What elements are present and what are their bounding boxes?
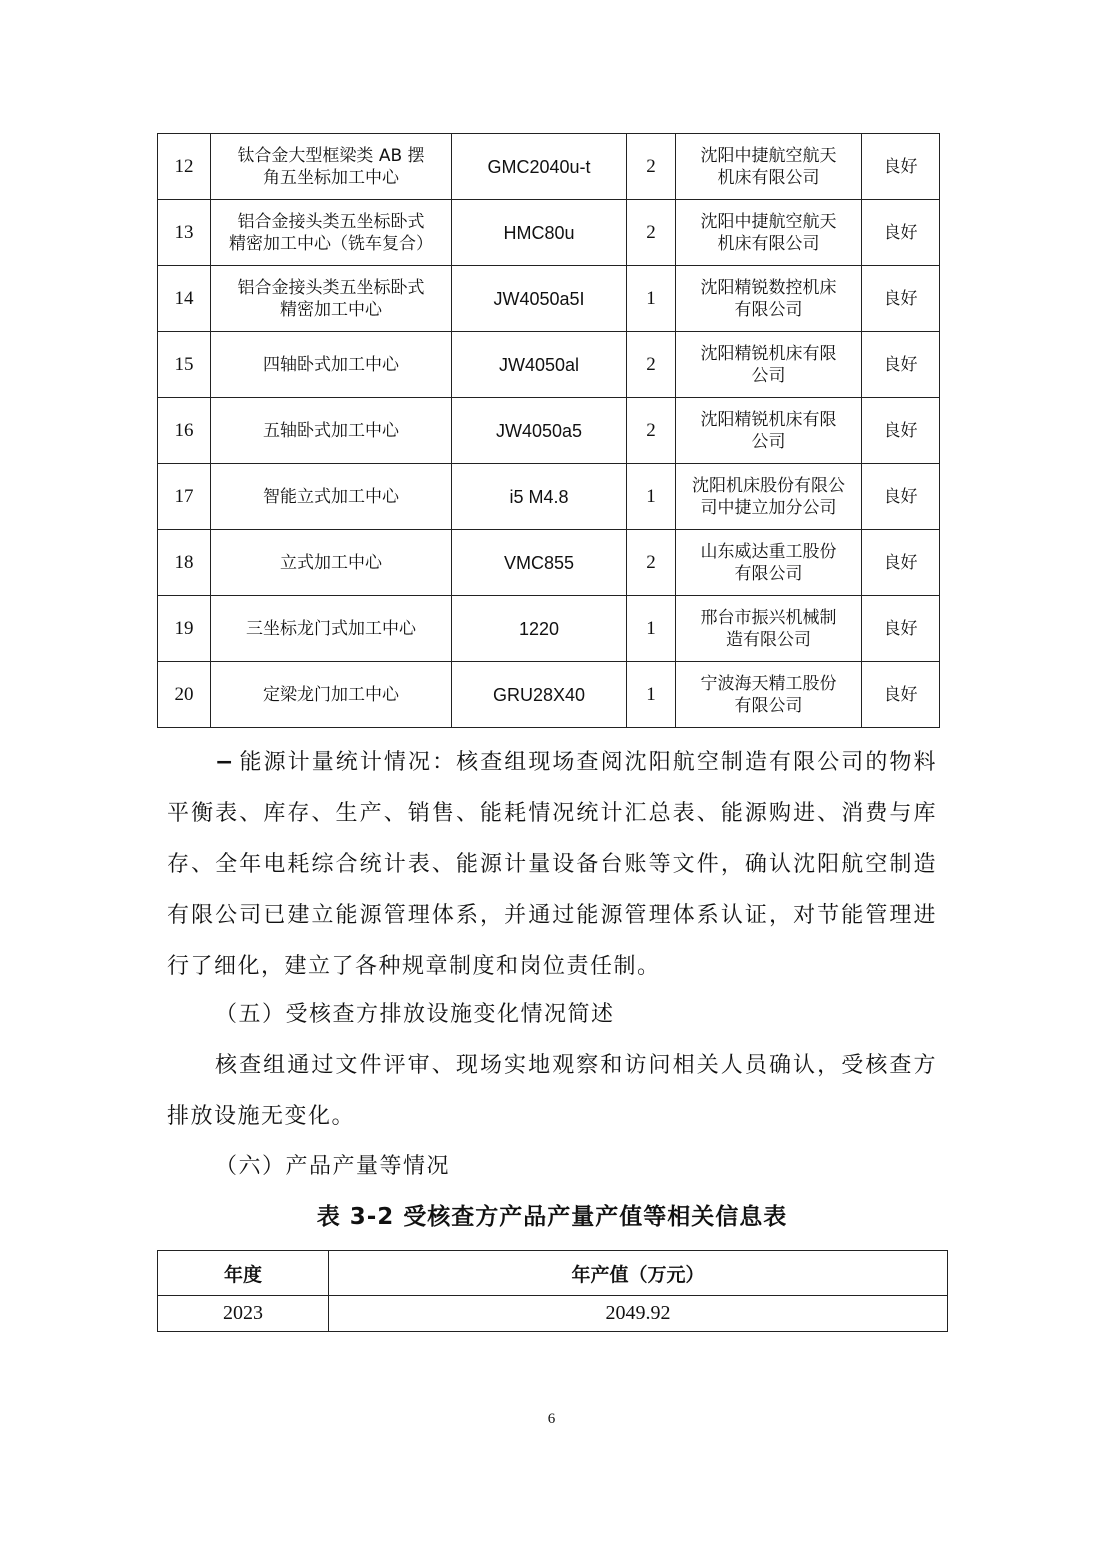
table-row — [158, 200, 940, 266]
energy-statistics-text: 能源计量统计情况：核查组现场查阅沈阳航空制造有限公司的物料平衡表、库存、生产、销售、能耗情况统计汇总表、能源购进、消费与库存、全年电耗综合统计表、能源计量设备台账等文件，确认沈阳航空制造有限公司已建立能源管理体系，并通过能源管理体系认证，对节能管理进行了细化，建立了各种规章制度和岗位责任制。 — [167, 750, 937, 979]
cell-equipment-name-text: 精密加工中心（铣车复合） — [229, 233, 433, 254]
cell-manufacturer-text: 沈阳中捷航空航天 — [700, 211, 837, 232]
table-row — [158, 464, 940, 530]
cell-status — [862, 530, 940, 596]
cell-manufacturer-text: 机床有限公司 — [717, 233, 820, 254]
cell-manufacturer — [676, 464, 862, 530]
cell-equipment-name-text: 立式加工中心 — [280, 552, 382, 573]
cell-manufacturer-text: 有限公司 — [734, 695, 803, 716]
cell-equipment-name — [211, 530, 452, 596]
cell-year: 2023 — [158, 1296, 329, 1332]
cell-status-text: 良好 — [883, 618, 918, 639]
cell-number-text: 12 — [174, 155, 194, 177]
cell-equipment-name-text: 钛合金大型框梁类 AB 摆 — [237, 145, 425, 166]
cell-manufacturer-text: 机床有限公司 — [717, 167, 820, 188]
table-row — [158, 134, 940, 200]
section-5-body: 核查组通过文件评审、现场实地观察和访问相关人员确认，受核查方排放设施无变化。 — [167, 1053, 937, 1129]
cell-model-text: GRU28X40 — [492, 684, 586, 705]
cell-status — [862, 398, 940, 464]
cell-quantity-text: 1 — [646, 287, 656, 309]
cell-manufacturer-text: 公司 — [751, 431, 786, 452]
table-row — [158, 662, 940, 728]
cell-status-text: 良好 — [883, 354, 918, 375]
cell-status — [862, 596, 940, 662]
energy-statistics-paragraph — [167, 737, 937, 992]
cell-model-text: HMC80u — [503, 222, 575, 243]
section-5-heading: （五）受核查方排放设施变化情况简述 — [215, 1002, 615, 1027]
cell-manufacturer-text: 造有限公司 — [726, 629, 811, 650]
cell-quantity — [627, 464, 676, 530]
table-row — [158, 1296, 948, 1332]
cell-manufacturer — [676, 662, 862, 728]
cell-equipment-name — [211, 596, 452, 662]
cell-number-text: 13 — [174, 221, 194, 243]
cell-model — [452, 596, 627, 662]
cell-manufacturer — [676, 332, 862, 398]
cell-equipment-name-text: 精密加工中心 — [280, 299, 382, 320]
cell-manufacturer — [676, 530, 862, 596]
cell-equipment-name-text: 角五坐标加工中心 — [263, 167, 399, 188]
cell-status-text: 良好 — [883, 156, 918, 177]
cell-manufacturer-text: 沈阳中捷航空航天 — [700, 145, 837, 166]
cell-status-text: 良好 — [883, 288, 918, 309]
cell-quantity — [627, 134, 676, 200]
cell-quantity-text: 2 — [646, 221, 656, 243]
cell-status-text: 良好 — [883, 684, 918, 705]
cell-model — [452, 134, 627, 200]
output-table — [157, 1250, 948, 1332]
output-table-title: 表 3-2 受核查方产品产量产值等相关信息表 — [316, 1204, 788, 1230]
cell-equipment-name-text: 铝合金接头类五坐标卧式 — [237, 211, 425, 232]
header-annual-output-value: 年产值（万元） — [329, 1251, 948, 1296]
cell-equipment-name — [211, 266, 452, 332]
cell-annual-output-value: 2049.92 — [329, 1296, 948, 1332]
cell-number-text: 17 — [174, 485, 194, 507]
cell-number — [158, 266, 211, 332]
table-row — [158, 530, 940, 596]
cell-model-text: GMC2040u-t — [487, 156, 591, 177]
cell-quantity — [627, 200, 676, 266]
cell-manufacturer — [676, 398, 862, 464]
header-year: 年度 — [158, 1251, 329, 1296]
cell-status — [862, 332, 940, 398]
cell-number-text: 19 — [174, 617, 194, 639]
cell-status — [862, 464, 940, 530]
cell-status — [862, 134, 940, 200]
cell-equipment-name-text: 三坐标龙门式加工中心 — [246, 618, 416, 639]
cell-quantity — [627, 266, 676, 332]
cell-manufacturer-text: 沈阳精锐机床有限 — [700, 409, 837, 430]
cell-manufacturer-text: 公司 — [751, 365, 786, 386]
cell-number — [158, 200, 211, 266]
cell-number — [158, 530, 211, 596]
cell-model — [452, 662, 627, 728]
cell-model-text: JW4050a5 — [495, 420, 583, 441]
page-number: 6 — [547, 1411, 556, 1427]
cell-quantity — [627, 332, 676, 398]
cell-status — [862, 266, 940, 332]
cell-quantity-text: 2 — [646, 353, 656, 375]
cell-model — [452, 464, 627, 530]
cell-quantity-text: 2 — [646, 551, 656, 573]
cell-manufacturer-text: 有限公司 — [734, 299, 803, 320]
output-table-header-row — [158, 1251, 948, 1296]
cell-number — [158, 596, 211, 662]
cell-model — [452, 530, 627, 596]
cell-manufacturer-text: 山东威达重工股份 — [700, 541, 837, 562]
cell-number-text: 15 — [174, 353, 194, 375]
cell-number-text: 20 — [174, 683, 194, 705]
cell-equipment-name — [211, 464, 452, 530]
cell-quantity-text: 1 — [646, 617, 656, 639]
cell-model-text: JW4050al — [498, 354, 580, 375]
table-row — [158, 398, 940, 464]
cell-number — [158, 332, 211, 398]
cell-equipment-name — [211, 200, 452, 266]
cell-quantity-text: 1 — [646, 485, 656, 507]
cell-equipment-name-text: 四轴卧式加工中心 — [263, 354, 399, 375]
cell-manufacturer-text: 邢台市振兴机械制 — [700, 607, 837, 628]
cell-quantity — [627, 398, 676, 464]
cell-quantity — [627, 530, 676, 596]
cell-manufacturer-text: 沈阳机床股份有限公 — [692, 475, 845, 496]
cell-equipment-name — [211, 332, 452, 398]
cell-manufacturer — [676, 200, 862, 266]
cell-manufacturer — [676, 134, 862, 200]
cell-equipment-name — [211, 398, 452, 464]
cell-status-text: 良好 — [883, 222, 918, 243]
cell-equipment-name-text: 铝合金接头类五坐标卧式 — [237, 277, 425, 298]
cell-quantity-text: 2 — [646, 419, 656, 441]
cell-model — [452, 398, 627, 464]
equipment-table — [157, 133, 940, 728]
cell-manufacturer-text: 宁波海天精工股份 — [700, 673, 837, 694]
cell-model — [452, 200, 627, 266]
equipment-table-body — [158, 134, 940, 728]
cell-number — [158, 662, 211, 728]
cell-quantity-text: 1 — [646, 683, 656, 705]
cell-number-text: 14 — [174, 287, 194, 309]
cell-quantity — [627, 662, 676, 728]
cell-manufacturer-text: 司中捷立加分公司 — [700, 497, 837, 518]
cell-quantity-text: 2 — [646, 155, 656, 177]
cell-equipment-name — [211, 662, 452, 728]
section-6-heading: （六）产品产量等情况 — [215, 1154, 451, 1179]
cell-status-text: 良好 — [883, 420, 918, 441]
cell-manufacturer — [676, 596, 862, 662]
cell-manufacturer-text: 沈阳精锐机床有限 — [700, 343, 837, 364]
cell-equipment-name-text: 五轴卧式加工中心 — [263, 420, 399, 441]
cell-model-text: 1220 — [518, 618, 560, 639]
cell-status-text: 良好 — [883, 486, 918, 507]
cell-model — [452, 266, 627, 332]
cell-status-text: 良好 — [883, 552, 918, 573]
cell-model-text: VMC855 — [503, 552, 575, 573]
cell-manufacturer-text: 沈阳精锐数控机床 — [700, 277, 837, 298]
cell-status — [862, 662, 940, 728]
cell-number-text: 18 — [174, 551, 194, 573]
cell-manufacturer — [676, 266, 862, 332]
cell-number-text: 16 — [174, 419, 194, 441]
bullet-marker: − — [215, 750, 235, 775]
cell-number — [158, 464, 211, 530]
cell-model-text: i5 M4.8 — [509, 486, 569, 507]
table-row — [158, 266, 940, 332]
table-row — [158, 596, 940, 662]
cell-equipment-name-text: 定梁龙门加工中心 — [263, 684, 399, 705]
cell-manufacturer-text: 有限公司 — [734, 563, 803, 584]
cell-number — [158, 398, 211, 464]
cell-quantity — [627, 596, 676, 662]
cell-model-text: JW4050a5I — [493, 288, 585, 309]
table-row — [158, 332, 940, 398]
cell-number — [158, 134, 211, 200]
cell-model — [452, 332, 627, 398]
cell-equipment-name-text: 智能立式加工中心 — [263, 486, 399, 507]
cell-status — [862, 200, 940, 266]
cell-equipment-name — [211, 134, 452, 200]
